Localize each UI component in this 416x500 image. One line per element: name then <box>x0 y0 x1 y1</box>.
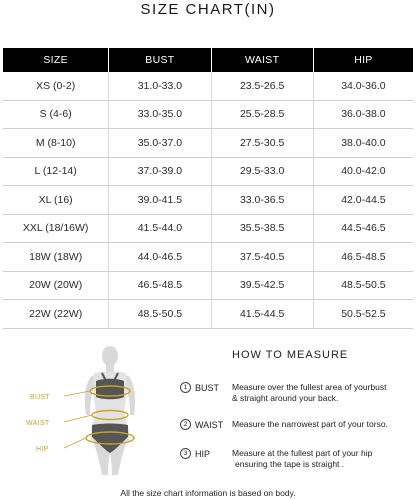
cell-size: 20W (20W) <box>3 272 108 301</box>
table-row <box>3 186 413 215</box>
cell-hip: 34.0-36.0 <box>313 72 413 101</box>
cell-hip: 38.0-40.0 <box>313 129 413 158</box>
step-desc-line: ensuring the tape is straight . <box>235 459 345 469</box>
step-desc-line: Measure at the fullest part of your hip <box>232 448 373 458</box>
step-desc-line: Measure over the fullest area of yourbust <box>232 382 387 392</box>
cell-bust: 37.0-39.0 <box>108 158 210 187</box>
cell-hip: 50.5-52.5 <box>313 300 413 329</box>
cell-waist: 23.5-26.5 <box>211 72 313 101</box>
header-bust: BUST <box>108 48 210 72</box>
cell-hip: 48.5-50.5 <box>313 272 413 301</box>
cell-waist: 25.5-28.5 <box>211 101 313 130</box>
step-number: 3 <box>180 448 191 459</box>
table-row <box>3 158 413 187</box>
table-row <box>3 72 413 101</box>
body-silhouette-icon <box>40 345 170 475</box>
step-bust-description <box>232 382 387 404</box>
step-desc-line: Measure the narrowest part of your torso. <box>232 419 388 429</box>
cell-waist: 35.5-38.5 <box>211 215 313 244</box>
cell-hip: 46.5-48.5 <box>313 243 413 272</box>
table-row <box>3 243 413 272</box>
cell-size: XL (16) <box>3 186 108 215</box>
figure-label-waist: WAIST <box>26 420 50 427</box>
cell-size: XXL (18/16W) <box>3 215 108 244</box>
step-name: BUST <box>195 382 220 393</box>
step-bust <box>180 382 219 393</box>
cell-size: L (12-14) <box>3 158 108 187</box>
step-waist <box>180 419 223 430</box>
step-name: HIP <box>195 448 211 459</box>
cell-bust: 33.0-35.0 <box>108 101 210 130</box>
cell-waist: 29.5-33.0 <box>211 158 313 187</box>
cell-hip: 36.0-38.0 <box>313 101 413 130</box>
figure-label-hip: HIP <box>36 446 49 453</box>
header-size: SIZE <box>3 48 108 72</box>
cell-waist: 39.5-42.5 <box>211 272 313 301</box>
cell-size: 22W (22W) <box>3 300 108 329</box>
cell-hip: 44.5-46.5 <box>313 215 413 244</box>
how-to-measure-title: HOW TO MEASURE <box>232 349 349 361</box>
cell-hip: 42.0-44.5 <box>313 186 413 215</box>
cell-bust: 31.0-33.0 <box>108 72 210 101</box>
cell-waist: 41.5-44.5 <box>211 300 313 329</box>
page-title: SIZE CHART(IN) <box>140 1 276 18</box>
table-row <box>3 101 413 130</box>
cell-waist: 27.5-30.5 <box>211 129 313 158</box>
body-figure <box>26 345 170 475</box>
step-number: 2 <box>180 419 191 430</box>
cell-size: S (4-6) <box>3 101 108 130</box>
cell-size: 18W (18W) <box>3 243 108 272</box>
table-header-row <box>3 48 413 72</box>
step-waist-description <box>232 419 388 430</box>
cell-waist: 33.0-36.5 <box>211 186 313 215</box>
table-row <box>3 215 413 244</box>
size-chart-table <box>3 48 413 329</box>
cell-bust: 44.0-46.5 <box>108 243 210 272</box>
table-row <box>3 272 413 301</box>
table-row <box>3 300 413 329</box>
cell-hip: 40.0-42.0 <box>313 158 413 187</box>
step-hip <box>180 448 210 459</box>
cell-size: XS (0-2) <box>3 72 108 101</box>
cell-bust: 48.5-50.5 <box>108 300 210 329</box>
cell-size: M (8-10) <box>3 129 108 158</box>
cell-bust: 39.0-41.5 <box>108 186 210 215</box>
step-hip-description <box>232 448 372 470</box>
cell-bust: 41.5-44.0 <box>108 215 210 244</box>
step-number: 1 <box>180 382 191 393</box>
header-waist: WAIST <box>211 48 313 72</box>
table-row <box>3 129 413 158</box>
cell-bust: 46.5-48.5 <box>108 272 210 301</box>
footer-note: All the size chart information is based on body. <box>120 488 296 498</box>
cell-waist: 37.5-40.5 <box>211 243 313 272</box>
step-desc-line: & straight around your back. <box>232 393 339 403</box>
header-hip: HIP <box>313 48 413 72</box>
cell-bust: 35.0-37.0 <box>108 129 210 158</box>
step-name: WAIST <box>195 419 224 430</box>
figure-label-bust: BUST <box>30 394 50 401</box>
